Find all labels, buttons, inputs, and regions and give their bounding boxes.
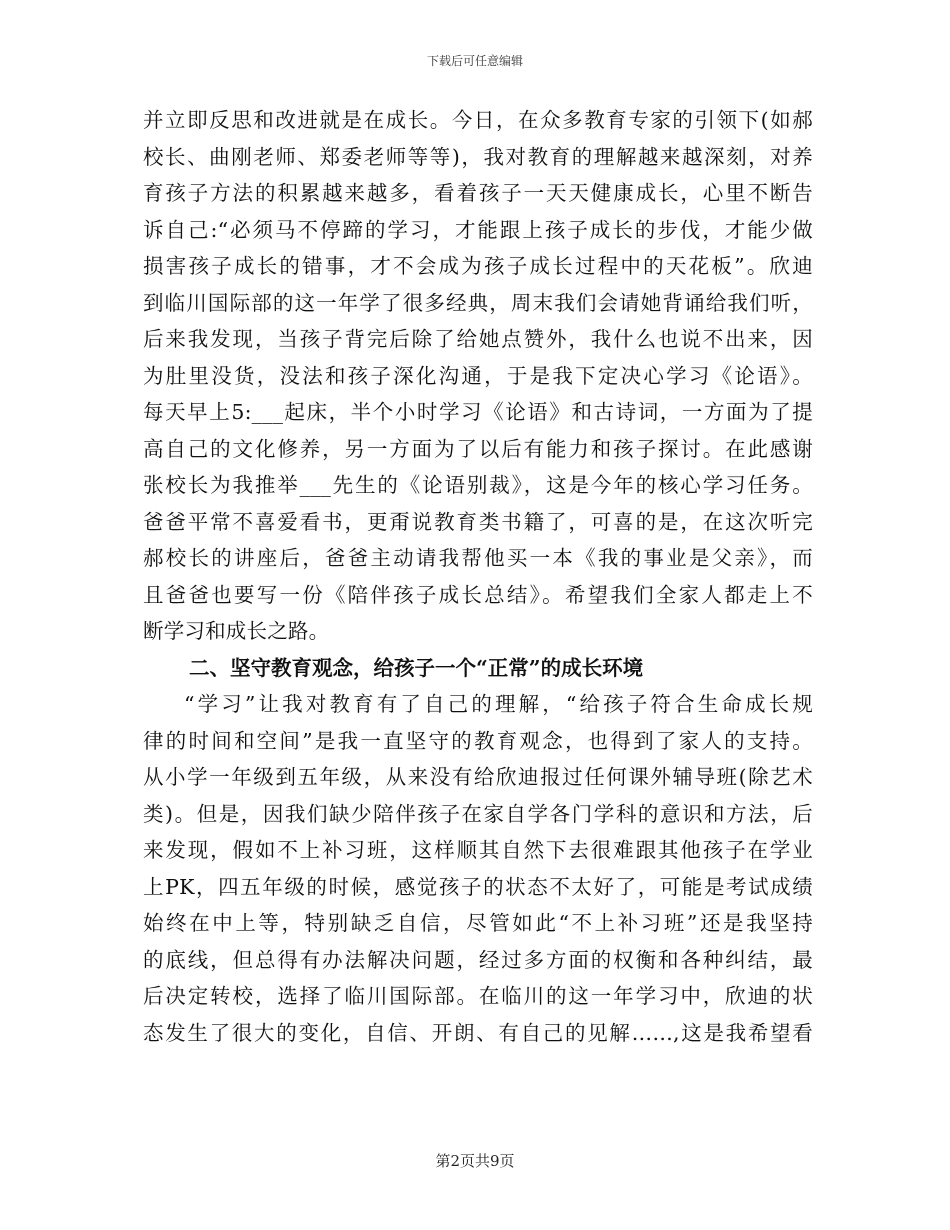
- paragraph-line: 来发现，假如不上补习班，这样顺其自然下去很难跟其他孩子在学业: [143, 838, 813, 862]
- paragraph-line: 为肚里没货，没法和孩子深化沟通，于是我下定决心学习《论语》。: [143, 363, 813, 388]
- document-body: [143, 102, 813, 1051]
- paragraph-line: 且爸爸也要写一份《陪伴孩子成长总结》。希望我们全家人都走上不: [143, 582, 813, 607]
- paragraph-line: 爸爸平常不喜爱看书，更甭说教育类书籍了，可喜的是，在这次听完: [143, 509, 813, 534]
- paragraph-line: 始终在中上等，特别缺乏自信，尽管如此“不上补习班”还是我坚持: [143, 911, 813, 935]
- paragraph-line: 诉自己:“必须马不停蹄的学习，才能跟上孩子成长的步伐，才能少做: [143, 217, 813, 242]
- paragraph-line: 从小学一年级到五年级，从来没有给欣迪报过任何课外辅导班(除艺术: [143, 765, 813, 789]
- paragraph-line: 断学习和成长之路。: [143, 619, 330, 643]
- paragraph-line: 损害孩子成长的错事，才不会成为孩子成长过程中的天花板”。欣迪: [143, 254, 813, 278]
- paragraph-line: 并立即反思和改进就是在成长。今日，在众多教育专家的引领下(如郝: [143, 108, 813, 132]
- paragraph-line: 育孩子方法的积累越来越多，看着孩子一天天健康成长，心里不断告: [143, 181, 813, 205]
- paragraph-line: 类)。但是，因我们缺少陪伴孩子在家自学各门学科的意识和方法，后: [143, 801, 813, 826]
- paragraph-line: 每天早上5:___起床，半个小时学习《论语》和古诗词，一方面为了提: [143, 400, 813, 424]
- paragraph-line: 郝校长的讲座后，爸爸主动请我帮他买一本《我的事业是父亲》，而: [143, 546, 813, 570]
- paragraph-line: 律的时间和空间”是我一直坚守的教育观念，也得到了家人的支持。: [143, 728, 813, 753]
- paragraph-line: 高自己的文化修养，另一方面为了以后有能力和孩子探讨。在此感谢: [143, 436, 813, 461]
- paragraph-line: 到临川国际部的这一年学了很多经典，周末我们会请她背诵给我们听，: [143, 290, 813, 315]
- paragraph-line: 上PK，四五年级的时候，感觉孩子的状态不太好了，可能是考试成绩: [143, 874, 813, 899]
- page-number: 第2页共9页: [435, 1152, 515, 1170]
- paragraph-line: “学习”让我对教育有了自己的理解，“给孩子符合生命成长规: [184, 692, 813, 716]
- paragraph-line: 校长、曲刚老师、郑委老师等等)，我对教育的理解越来越深刻，对养: [143, 144, 813, 169]
- paragraph-line: 张校长为我推举___先生的《论语别裁》，这是今年的核心学习任务。: [143, 473, 813, 497]
- paragraph-line: 态发生了很大的变化，自信、开朗、有自己的见解……,这是我希望看: [143, 1020, 813, 1045]
- section-heading: 二、坚守教育观念，给孩子一个“正常”的成长环境: [189, 655, 644, 680]
- paragraph-line: 的底线，但总得有办法解决问题，经过多方面的权衡和各种纠结，最: [143, 947, 813, 972]
- paragraph-line: 后决定转校，选择了临川国际部。在临川的这一年学习中，欣迪的状: [143, 984, 813, 1008]
- page-header: 下载后可任意编辑: [426, 54, 523, 68]
- paragraph-line: 后来我发现，当孩子背完后除了给她点赞外，我什么也说不出来，因: [143, 327, 813, 351]
